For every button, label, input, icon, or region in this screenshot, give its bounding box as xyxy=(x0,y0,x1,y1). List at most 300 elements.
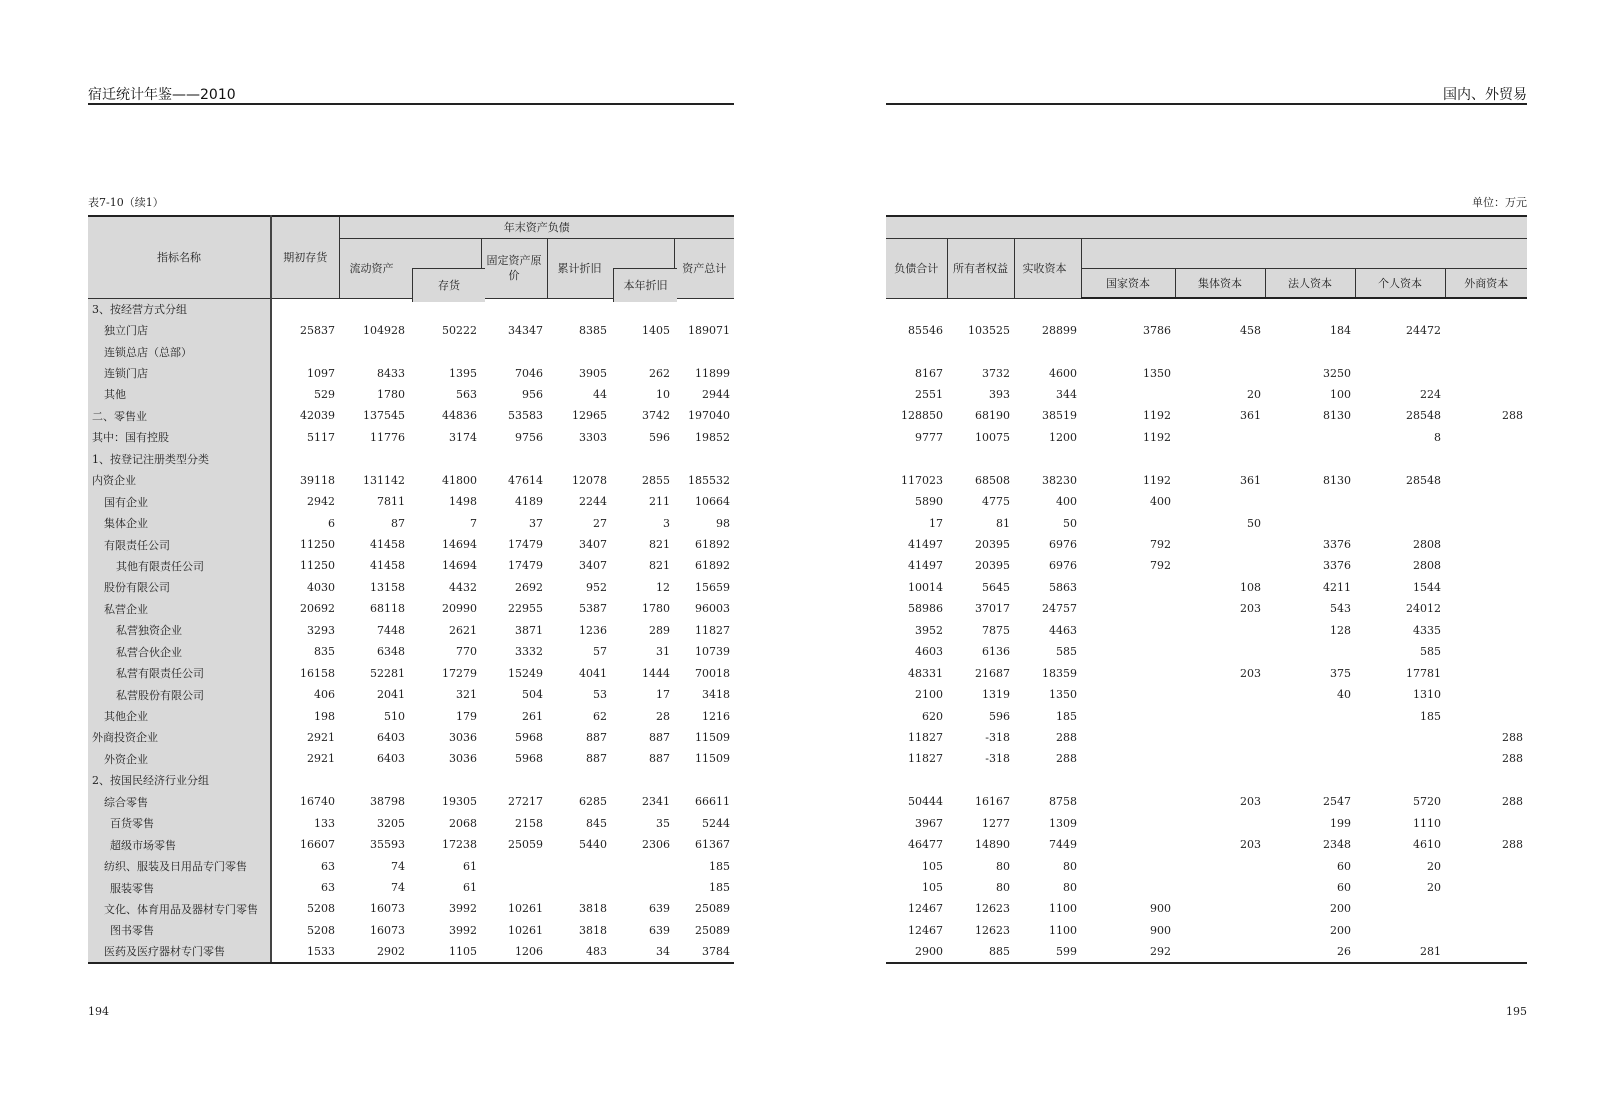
table-row xyxy=(88,684,734,705)
cell xyxy=(1175,770,1265,791)
cell: 639 xyxy=(649,923,670,937)
cell: 105 xyxy=(922,859,943,873)
table-row xyxy=(886,470,1527,491)
cell xyxy=(1445,684,1527,705)
table-row xyxy=(88,341,734,362)
cell: 10014 xyxy=(908,580,943,594)
cell: 61367 xyxy=(695,838,731,852)
cell: 2808 xyxy=(1413,538,1441,552)
cell: 14694 xyxy=(442,559,477,573)
cell xyxy=(1175,362,1265,383)
table-row xyxy=(88,491,734,512)
cell: 821 xyxy=(649,559,670,573)
cell xyxy=(409,448,481,469)
cell: 14890 xyxy=(975,838,1010,852)
cell: -318 xyxy=(985,730,1010,744)
cell: 458 xyxy=(1240,323,1261,337)
cell: 50 xyxy=(1063,516,1077,530)
cell: 292 xyxy=(1081,941,1175,962)
cell: 96003 xyxy=(695,602,731,616)
cell: 8130 xyxy=(1323,473,1351,487)
table-row xyxy=(886,705,1527,726)
cell xyxy=(1445,813,1527,834)
cell: 52281 xyxy=(370,666,405,680)
cell: 27217 xyxy=(508,795,543,809)
cell: 46477 xyxy=(908,838,943,852)
cell xyxy=(1265,298,1355,319)
cell xyxy=(339,341,409,362)
cell: 599 xyxy=(1014,941,1081,962)
cell xyxy=(1175,534,1265,555)
cell: 1533 xyxy=(271,941,339,962)
cell: 17781 xyxy=(1406,666,1441,680)
cell: 11827 xyxy=(908,730,943,744)
cell: 585 xyxy=(1420,645,1441,659)
cell xyxy=(1355,898,1445,919)
cell xyxy=(1081,834,1175,855)
cell: 41800 xyxy=(442,473,477,487)
table-row xyxy=(88,813,734,834)
cell: 63 xyxy=(321,881,335,895)
cell: 185532 xyxy=(688,473,731,487)
cell: 60 xyxy=(1337,881,1351,895)
cell: 375 xyxy=(1330,666,1351,680)
cell xyxy=(271,448,339,469)
cell: 16740 xyxy=(300,795,335,809)
cell: 3205 xyxy=(377,816,405,830)
cell: 16073 xyxy=(370,902,405,916)
row-label: 医药及医疗器材专门零售 xyxy=(88,941,271,962)
table-row xyxy=(886,512,1527,533)
cell xyxy=(409,341,481,362)
cell: 2551 xyxy=(915,387,943,401)
cell: 3407 xyxy=(579,538,607,552)
cell xyxy=(947,298,1014,319)
cell: 74 xyxy=(391,881,405,895)
cell: 3407 xyxy=(579,559,607,573)
cell: 81 xyxy=(996,516,1010,530)
cell xyxy=(1355,748,1445,769)
table-row xyxy=(886,384,1527,405)
cell: 400 xyxy=(1150,495,1171,509)
cell xyxy=(1445,534,1527,555)
table-row xyxy=(886,577,1527,598)
cell xyxy=(481,770,547,791)
table-row xyxy=(88,920,734,941)
cell: 288 xyxy=(1056,730,1077,744)
cell: 50 xyxy=(1247,516,1261,530)
cell: 3418 xyxy=(702,688,731,702)
cell: 885 xyxy=(947,941,1014,962)
cell: 185 xyxy=(1420,709,1441,723)
cell: 104928 xyxy=(363,323,405,337)
cell: 5208 xyxy=(307,923,335,937)
cell: 5387 xyxy=(579,602,607,616)
cell: 289 xyxy=(649,623,670,637)
cell: 4600 xyxy=(1049,366,1077,380)
cell xyxy=(1175,427,1265,448)
cell: 18359 xyxy=(1042,666,1077,680)
cell: 8385 xyxy=(579,323,607,337)
cell: 504 xyxy=(522,688,543,702)
cell: 887 xyxy=(649,730,670,744)
row-label: 百货零售 xyxy=(88,813,271,834)
cell: 37017 xyxy=(975,602,1010,616)
cell: 7449 xyxy=(1049,838,1077,852)
cell: 185 xyxy=(709,859,731,873)
cell: 11250 xyxy=(300,559,335,573)
cell: 1206 xyxy=(481,941,547,962)
cell: 2921 xyxy=(307,730,335,744)
row-label: 私营股份有限公司 xyxy=(88,684,271,705)
header-state-capital: 国家资本 xyxy=(1081,268,1175,298)
cell: 261 xyxy=(522,709,543,723)
cell xyxy=(1445,341,1527,362)
row-label: 私营有限责任公司 xyxy=(88,662,271,683)
row-label: 纺织、服装及日用品专门零售 xyxy=(88,855,271,876)
cell: 8130 xyxy=(1323,409,1351,423)
cell: 48331 xyxy=(908,666,943,680)
cell: 7811 xyxy=(377,495,405,509)
cell: 281 xyxy=(1355,941,1445,962)
cell: 10664 xyxy=(695,495,731,509)
row-label: 外资企业 xyxy=(88,748,271,769)
header-paid-in: 实收资本 xyxy=(1014,238,1081,298)
cell xyxy=(886,298,947,319)
cell xyxy=(1175,641,1265,662)
table-row xyxy=(886,405,1527,426)
cell xyxy=(339,298,409,319)
cell: 80 xyxy=(996,859,1010,873)
table-row xyxy=(886,662,1527,683)
cell: 8433 xyxy=(377,366,405,380)
cell xyxy=(1175,748,1265,769)
cell xyxy=(547,448,611,469)
cell: 7448 xyxy=(377,623,405,637)
table-row xyxy=(886,941,1527,962)
table-row xyxy=(88,384,734,405)
row-label: 超级市场零售 xyxy=(88,834,271,855)
cell xyxy=(481,877,547,898)
cell xyxy=(1014,298,1081,319)
cell: 12623 xyxy=(975,923,1010,937)
cell: 203 xyxy=(1240,666,1261,680)
header-name: 指标名称 xyxy=(88,216,271,298)
row-label: 其他 xyxy=(88,384,271,405)
cell: 6976 xyxy=(1049,538,1077,552)
cell: 16158 xyxy=(300,666,335,680)
cell: 400 xyxy=(1056,495,1077,509)
cell: 198 xyxy=(314,709,335,723)
cell: 20 xyxy=(1427,881,1441,895)
cell: 98 xyxy=(716,516,731,530)
cell: 1200 xyxy=(1049,430,1077,444)
cell xyxy=(1175,705,1265,726)
table-row xyxy=(88,555,734,576)
row-label: 3、按经营方式分组 xyxy=(88,298,271,319)
table-row xyxy=(88,898,734,919)
table-row xyxy=(886,898,1527,919)
cell: 2158 xyxy=(515,816,543,830)
cell: 10075 xyxy=(975,430,1010,444)
cell: 105 xyxy=(922,881,943,895)
cell xyxy=(1355,448,1445,469)
row-label: 集体企业 xyxy=(88,512,271,533)
cell xyxy=(1445,298,1527,319)
cell: 770 xyxy=(456,645,477,659)
cell xyxy=(1175,448,1265,469)
cell: 53 xyxy=(593,688,607,702)
cell: 5863 xyxy=(1049,580,1077,594)
cell: 211 xyxy=(649,495,670,509)
cell: 887 xyxy=(586,752,607,766)
row-label: 连锁门店 xyxy=(88,362,271,383)
cell: 128 xyxy=(1330,623,1351,637)
cell xyxy=(1445,577,1527,598)
cell: 2244 xyxy=(579,495,607,509)
table-row xyxy=(886,684,1527,705)
cell: 24012 xyxy=(1406,602,1441,616)
cell xyxy=(1355,298,1445,319)
header-total-assets: 资产总计 xyxy=(674,238,734,298)
cell xyxy=(947,341,1014,362)
table-row xyxy=(88,855,734,876)
cell: 1309 xyxy=(1049,816,1077,830)
table-row xyxy=(88,748,734,769)
cell: 1319 xyxy=(982,688,1010,702)
table-row xyxy=(88,512,734,533)
cell xyxy=(1175,855,1265,876)
cell: 4775 xyxy=(982,495,1010,509)
cell: 189071 xyxy=(688,323,731,337)
cell: 956 xyxy=(522,387,543,401)
cell xyxy=(547,770,611,791)
cell: 5645 xyxy=(982,580,1010,594)
cell: 11776 xyxy=(370,430,405,444)
cell: 20 xyxy=(1247,387,1261,401)
table-row xyxy=(886,362,1527,383)
cell: 34347 xyxy=(508,323,543,337)
cell xyxy=(1265,512,1355,533)
cell xyxy=(1081,791,1175,812)
table-row xyxy=(88,770,734,791)
table-row xyxy=(886,598,1527,619)
cell: 2100 xyxy=(915,688,943,702)
cell xyxy=(271,341,339,362)
row-label: 外商投资企业 xyxy=(88,727,271,748)
cell xyxy=(1445,598,1527,619)
cell: 131142 xyxy=(363,473,405,487)
cell xyxy=(1445,770,1527,791)
cell xyxy=(1175,684,1265,705)
cell xyxy=(1445,555,1527,576)
header-current-assets: 流动资产 xyxy=(339,238,481,298)
cell xyxy=(1445,448,1527,469)
cell xyxy=(1265,491,1355,512)
table-row xyxy=(886,491,1527,512)
cell: 20990 xyxy=(442,602,477,616)
cell: 17238 xyxy=(442,838,477,852)
header-rule-left xyxy=(88,103,734,105)
cell: 19852 xyxy=(695,430,731,444)
cell: 61 xyxy=(463,881,477,895)
table-row xyxy=(88,834,734,855)
cell xyxy=(1355,920,1445,941)
table-row xyxy=(886,877,1527,898)
cell: 80 xyxy=(996,881,1010,895)
cell: 3992 xyxy=(449,923,477,937)
cell: 3952 xyxy=(915,623,943,637)
cell: 20395 xyxy=(975,538,1010,552)
table-row xyxy=(886,748,1527,769)
cell: 1192 xyxy=(1143,430,1171,444)
cell xyxy=(1081,598,1175,619)
cell xyxy=(886,770,947,791)
cell xyxy=(271,770,339,791)
cell: 87 xyxy=(391,516,405,530)
cell: 1350 xyxy=(1143,366,1171,380)
cell: 5968 xyxy=(515,752,543,766)
cell: 5890 xyxy=(915,495,943,509)
cell xyxy=(1081,448,1175,469)
cell: 3992 xyxy=(449,902,477,916)
cell: 185 xyxy=(1056,709,1077,723)
header-year-end-group: 年末资产负债 xyxy=(339,216,734,238)
header-equity: 所有者权益 xyxy=(947,238,1014,298)
cell: 2944 xyxy=(702,387,731,401)
cell: 1097 xyxy=(307,366,335,380)
cell: 7046 xyxy=(515,366,543,380)
cell: 4432 xyxy=(449,580,477,594)
cell: 639 xyxy=(649,902,670,916)
table-row xyxy=(886,448,1527,469)
cell: 17 xyxy=(929,516,943,530)
cell: 3818 xyxy=(579,923,607,937)
cell: 21687 xyxy=(975,666,1010,680)
cell: 792 xyxy=(1150,559,1171,573)
cell xyxy=(481,298,547,319)
cell xyxy=(1175,877,1265,898)
cell: 61892 xyxy=(695,538,731,552)
cell: 50222 xyxy=(442,323,477,337)
cell: 3967 xyxy=(915,816,943,830)
cell: 200 xyxy=(1330,902,1351,916)
cell xyxy=(339,448,409,469)
cell xyxy=(1081,620,1175,641)
cell: 4610 xyxy=(1413,838,1441,852)
cell: 137545 xyxy=(363,409,405,423)
cell xyxy=(1014,448,1081,469)
cell: 103525 xyxy=(968,323,1010,337)
cell: 5117 xyxy=(307,430,335,444)
cell: 66611 xyxy=(695,795,731,809)
row-label: 其他企业 xyxy=(88,705,271,726)
cell: 2900 xyxy=(886,941,947,962)
cell: 31 xyxy=(656,645,670,659)
cell: 6976 xyxy=(1049,559,1077,573)
cell xyxy=(1175,920,1265,941)
cell: 510 xyxy=(384,709,405,723)
cell: 11899 xyxy=(695,366,731,380)
cell xyxy=(1175,813,1265,834)
cell xyxy=(1355,727,1445,748)
cell: 68190 xyxy=(975,409,1010,423)
table-row xyxy=(886,427,1527,448)
cell: 1100 xyxy=(1049,923,1077,937)
cell: 7875 xyxy=(982,623,1010,637)
cell: 6 xyxy=(328,516,335,530)
cell: 2348 xyxy=(1323,838,1351,852)
cell: 543 xyxy=(1330,602,1351,616)
cell: 179 xyxy=(456,709,477,723)
cell: 4335 xyxy=(1413,623,1441,637)
cell: 12 xyxy=(656,580,670,594)
cell: 80 xyxy=(1063,881,1077,895)
cell: 41497 xyxy=(908,538,943,552)
table-row xyxy=(88,791,734,812)
cell: 14694 xyxy=(442,538,477,552)
header-personal-capital: 个人资本 xyxy=(1355,268,1445,298)
cell xyxy=(611,341,674,362)
cell: 68508 xyxy=(975,473,1010,487)
cell: 60 xyxy=(1337,859,1351,873)
cell xyxy=(1081,855,1175,876)
cell xyxy=(1081,512,1175,533)
table-row xyxy=(88,662,734,683)
table-row xyxy=(88,705,734,726)
cell: 288 xyxy=(1502,409,1523,423)
cell: 85546 xyxy=(908,323,943,337)
cell xyxy=(271,298,339,319)
cell: 57 xyxy=(593,645,607,659)
cell xyxy=(1081,877,1175,898)
cell: 7 xyxy=(470,516,477,530)
cell: 596 xyxy=(649,430,670,444)
header-liabilities: 负债合计 xyxy=(886,238,947,298)
cell: 1310 xyxy=(1413,688,1441,702)
cell xyxy=(547,298,611,319)
table-row xyxy=(88,941,734,962)
row-label: 私营企业 xyxy=(88,598,271,619)
cell: 70018 xyxy=(695,666,731,680)
cell: 17279 xyxy=(442,666,477,680)
row-label: 其他有限责任公司 xyxy=(88,555,271,576)
cell: 200 xyxy=(1330,923,1351,937)
cell: 28 xyxy=(656,709,670,723)
cell xyxy=(611,448,674,469)
cell: 16607 xyxy=(300,838,335,852)
cell xyxy=(1081,662,1175,683)
cell: 35593 xyxy=(370,838,405,852)
cell xyxy=(611,770,674,791)
table-row xyxy=(88,877,734,898)
cell: 41458 xyxy=(370,559,405,573)
cell: 25089 xyxy=(695,923,731,937)
cell: 62 xyxy=(593,709,607,723)
cell xyxy=(1445,384,1527,405)
cell xyxy=(1265,641,1355,662)
cell xyxy=(481,448,547,469)
cell: 184 xyxy=(1330,323,1351,337)
cell xyxy=(1445,319,1527,340)
table-row xyxy=(886,770,1527,791)
cell xyxy=(1355,770,1445,791)
cell: 3376 xyxy=(1323,538,1351,552)
table-row xyxy=(886,834,1527,855)
cell: 2902 xyxy=(339,941,409,962)
header-inventory: 存货 xyxy=(412,268,485,302)
row-label: 图书零售 xyxy=(88,920,271,941)
